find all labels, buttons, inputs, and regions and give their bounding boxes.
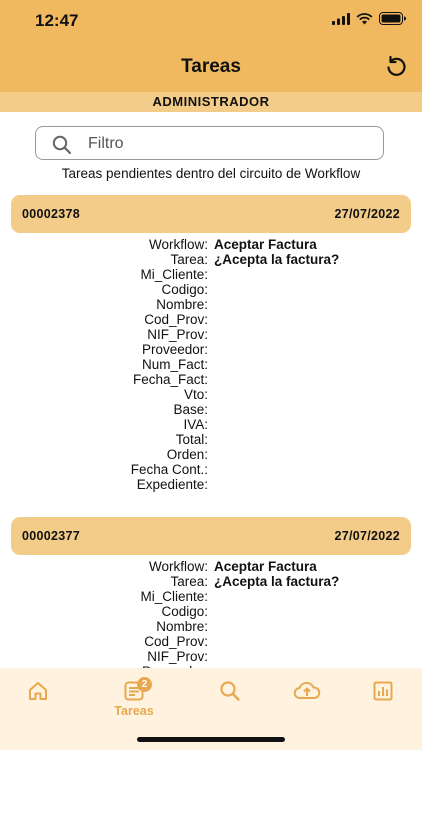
field-label: Tarea: xyxy=(170,252,208,267)
tasks-badge: 2 xyxy=(137,677,152,692)
task-card-header[interactable] xyxy=(11,195,411,233)
field-row-codigo xyxy=(0,282,422,297)
signal-icon xyxy=(332,13,350,25)
field-label: Nombre: xyxy=(156,619,208,634)
field-label: Codigo: xyxy=(161,604,208,619)
field-row-cod-prov xyxy=(0,312,422,327)
field-row-nombre xyxy=(0,297,422,312)
field-row-nombre xyxy=(0,619,422,634)
status-icons xyxy=(332,12,406,25)
field-label: Tarea: xyxy=(170,574,208,589)
field-value: Aceptar Factura xyxy=(214,559,317,574)
field-row-total xyxy=(0,432,422,447)
tab-upload[interactable] xyxy=(282,680,332,720)
field-label: Num_Fact: xyxy=(141,357,208,372)
tab-home[interactable] xyxy=(13,680,63,720)
field-row-fecha-fact xyxy=(0,372,422,387)
field-row-cod-prov xyxy=(0,634,422,649)
field-label: Workflow: xyxy=(148,237,208,252)
field-row-workflow xyxy=(0,237,422,252)
field-label: Workflow: xyxy=(148,559,208,574)
home-indicator xyxy=(137,737,285,742)
field-label: Mi_Cliente: xyxy=(140,589,208,604)
field-label: Nombre: xyxy=(156,297,208,312)
field-row-vto xyxy=(0,387,422,402)
field-label: Vto: xyxy=(183,387,208,402)
field-row-tarea xyxy=(0,574,422,589)
field-label: Orden: xyxy=(166,447,208,462)
tab-search[interactable] xyxy=(205,680,255,720)
field-row-proveedor xyxy=(0,342,422,357)
field-label: Expediente: xyxy=(136,477,208,492)
task-fields xyxy=(0,559,422,679)
field-label: Proveedor: xyxy=(141,342,208,357)
field-label: Cod_Prov: xyxy=(144,634,208,649)
field-label: Codigo: xyxy=(161,282,208,297)
task-fields xyxy=(0,237,422,492)
field-value: Aceptar Factura xyxy=(214,237,317,252)
field-row-expediente xyxy=(0,477,422,492)
search-icon xyxy=(219,680,241,702)
battery-icon xyxy=(379,12,406,25)
task-date: 27/07/2022 xyxy=(334,207,400,221)
status-time: 12:47 xyxy=(35,11,79,30)
page-title: Tareas xyxy=(181,56,241,77)
field-label: Base: xyxy=(173,402,208,417)
task-id: 00002378 xyxy=(22,207,81,221)
field-row-fecha-cont xyxy=(0,462,422,477)
search-input[interactable] xyxy=(86,127,380,161)
cloud-upload-icon xyxy=(293,680,321,702)
field-row-tarea xyxy=(0,252,422,267)
field-label: NIF_Prov: xyxy=(147,649,208,664)
field-value: ¿Acepta la factura? xyxy=(214,252,340,267)
chart-icon xyxy=(372,680,394,702)
field-label: Fecha Cont.: xyxy=(130,462,208,477)
field-label: Fecha_Fact: xyxy=(132,372,208,387)
field-row-num-fact xyxy=(0,357,422,372)
field-label: IVA: xyxy=(183,417,208,432)
field-row-orden xyxy=(0,447,422,462)
refresh-icon[interactable] xyxy=(384,55,408,79)
field-value: ¿Acepta la factura? xyxy=(214,574,340,589)
app-header xyxy=(0,0,422,92)
field-label: NIF_Prov: xyxy=(147,327,208,342)
wifi-icon xyxy=(356,13,373,25)
tab-tareas[interactable] xyxy=(109,680,159,720)
tab-stats[interactable] xyxy=(358,680,408,720)
search-icon xyxy=(52,135,72,155)
task-id: 00002377 xyxy=(22,529,81,543)
tab-tareas-label: Tareas xyxy=(114,704,154,718)
role-bar: ADMINISTRADOR xyxy=(0,92,422,112)
field-label: Mi_Cliente: xyxy=(140,267,208,282)
list-subtitle: Tareas pendientes dentro del circuito de Workflow xyxy=(61,166,361,181)
task-card-header[interactable] xyxy=(11,517,411,555)
field-label: Total: xyxy=(175,432,208,447)
field-row-mi-cliente xyxy=(0,267,422,282)
field-row-base xyxy=(0,402,422,417)
field-row-workflow xyxy=(0,559,422,574)
field-row-iva xyxy=(0,417,422,432)
field-row-nif-prov xyxy=(0,649,422,664)
field-row-mi-cliente xyxy=(0,589,422,604)
field-label: Cod_Prov: xyxy=(144,312,208,327)
task-date: 27/07/2022 xyxy=(334,529,400,543)
home-icon xyxy=(27,680,49,702)
field-row-nif-prov xyxy=(0,327,422,342)
search-box[interactable] xyxy=(35,126,384,160)
task-card[interactable] xyxy=(0,195,422,517)
field-row-codigo xyxy=(0,604,422,619)
